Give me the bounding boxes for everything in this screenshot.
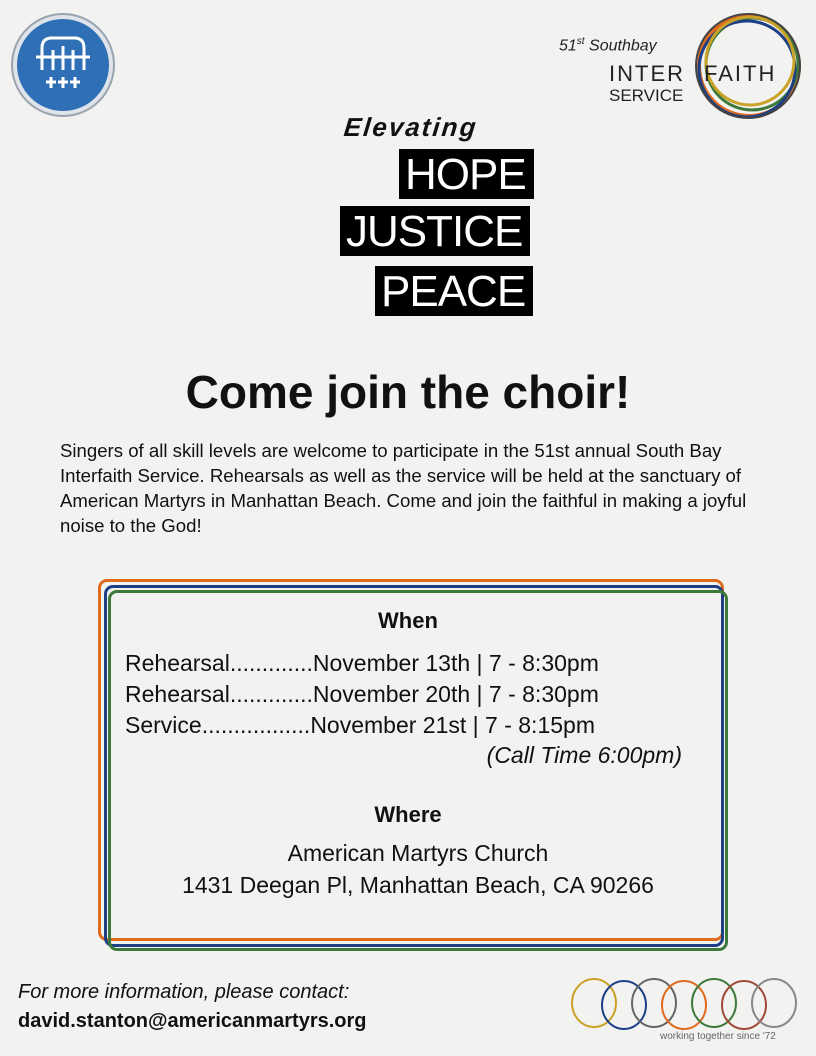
interfaith-service: SERVICE <box>609 86 684 105</box>
church-logo <box>10 12 116 118</box>
interfaith-year <box>559 36 657 55</box>
schedule-row: Rehearsal.............November 20th | 7 - 8:30pm <box>125 681 599 707</box>
interfaith-year-suffix: st <box>576 36 585 47</box>
contact-label: For more information, please contact: <box>18 981 350 1003</box>
interfaith-inter: INTER <box>609 61 685 86</box>
intro-paragraph: Singers of all skill levels are welcome to participate in the 51st annual South Bay Interfaith Service. Rehearsals as well as the service will be held at the sanctuary of American Martyrs in Manhattan Beach. Come and join the faithful in making a joyful noise to the God! <box>60 440 747 536</box>
where-heading: Where <box>374 802 442 827</box>
venue-name: American Martyrs Church <box>287 840 549 866</box>
interfaith-logo <box>555 6 810 126</box>
schedule-row: Service.................November 21st | 7 - 8:15pm <box>125 712 595 738</box>
interfaith-year-number: 51 <box>559 37 577 55</box>
venue-address: 1431 Deegan Pl, Manhattan Beach, CA 90266 <box>182 872 654 898</box>
when-heading: When <box>378 608 438 633</box>
elevating-heading: Elevating <box>342 112 480 142</box>
interfaith-faith: FAITH <box>704 61 777 86</box>
contact-email-link[interactable]: david.stanton@americanmartyrs.org <box>18 1010 367 1032</box>
peace-word: PEACE <box>375 266 533 316</box>
tagline: working together since '72 <box>660 1031 776 1042</box>
schedule-row: Rehearsal.............November 13th | 7 - 8:30pm <box>125 650 599 676</box>
interfaith-region: Southbay <box>589 37 657 55</box>
page-title: Come join the choir! <box>185 366 631 418</box>
hope-word: HOPE <box>399 149 534 199</box>
call-time-note: (Call Time 6:00pm) <box>486 742 682 768</box>
justice-word: JUSTICE <box>340 206 530 256</box>
